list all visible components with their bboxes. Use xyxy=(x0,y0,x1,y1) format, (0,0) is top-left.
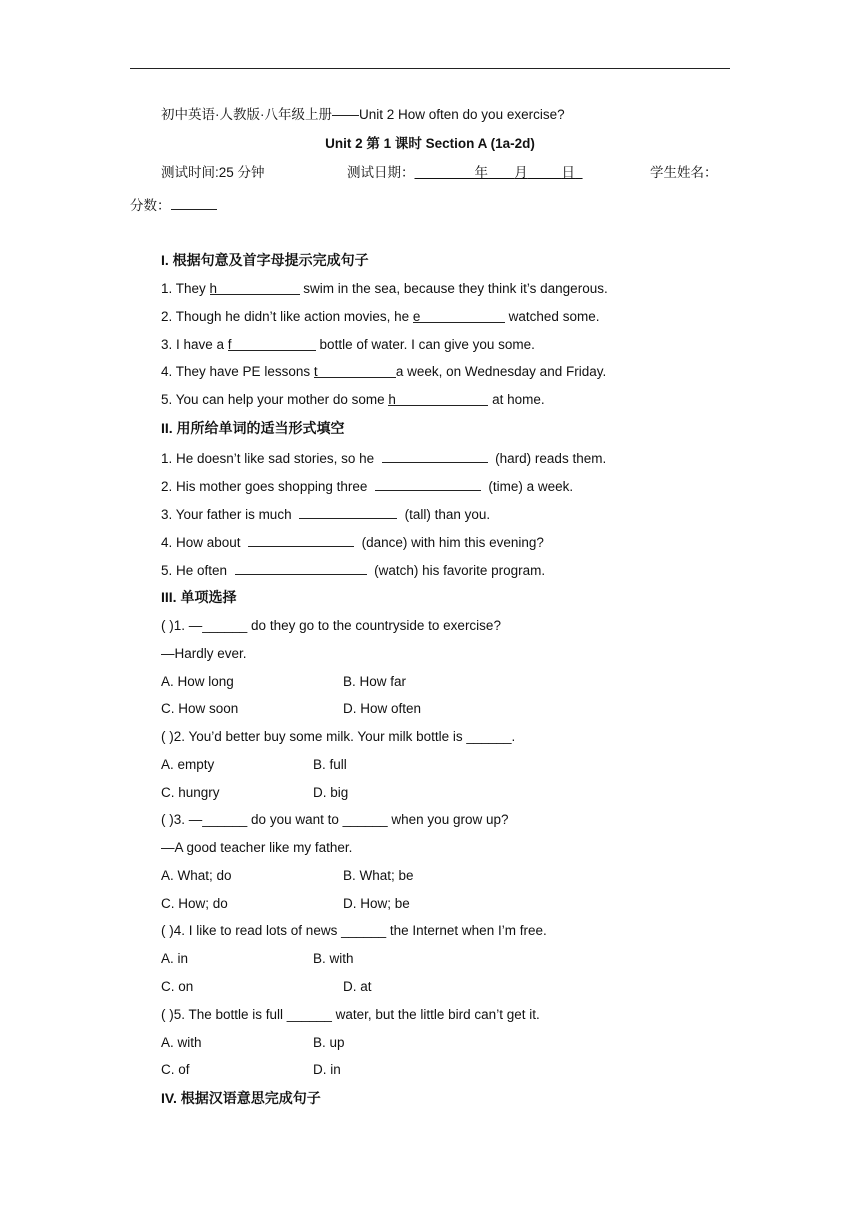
q5-option-b[interactable]: B. up xyxy=(313,1035,345,1050)
s2-blank-4[interactable] xyxy=(248,532,354,547)
s1-item-4: 4. They have PE lessons t a week, on Wednesday and Friday. xyxy=(161,364,607,379)
q5-stem: ( )5. The bottle is full ______ water, but the little bird can’t get it. xyxy=(161,1007,540,1022)
date-label: 测试日期： xyxy=(347,165,415,180)
score-line xyxy=(130,195,217,215)
q3-stem: ( )3. —______ do you want to ______ when you grow up? xyxy=(161,812,509,827)
score-label: 分数： xyxy=(130,198,171,213)
section1-title: I. 根据句意及首字母提示完成句子 xyxy=(161,252,369,268)
q3-option-a[interactable]: A. What; do xyxy=(161,868,232,883)
q2-option-c[interactable]: C. hungry xyxy=(161,785,220,800)
q1-option-b[interactable]: B. How far xyxy=(343,674,407,689)
q3-option-b[interactable]: B. What; be xyxy=(343,868,414,883)
q1-stem: ( )1. —______ do they go to the countryside to exercise? xyxy=(161,618,501,633)
student-name-label: 学生姓名： xyxy=(650,165,718,180)
s1-item-2: 2. Though he didn’t like action movies, he e watched some. xyxy=(161,309,600,324)
q5-option-c[interactable]: C. of xyxy=(161,1062,190,1077)
score-field[interactable] xyxy=(171,195,217,210)
q5-option-d[interactable]: D. in xyxy=(313,1062,341,1077)
test-time: 测试时间:25 分钟 xyxy=(161,165,265,180)
section4-title: IV. 根据汉语意思完成句子 xyxy=(161,1090,321,1106)
q3-option-c[interactable]: C. How; do xyxy=(161,896,228,911)
s1-blank-4[interactable]: t xyxy=(314,363,396,378)
q4-option-c[interactable]: C. on xyxy=(161,979,194,994)
q1-option-a[interactable]: A. How long xyxy=(161,674,234,689)
q4-option-b[interactable]: B. with xyxy=(313,951,354,966)
q3-option-d[interactable]: D. How; be xyxy=(343,896,410,911)
s2-item-3: 3. Your father is much (tall) than you. xyxy=(161,504,490,524)
section3-title: III. 单项选择 xyxy=(161,589,237,605)
s2-item-4: 4. How about (dance) with him this evening? xyxy=(161,532,544,552)
q3-sub: —A good teacher like my father. xyxy=(161,840,353,855)
s2-blank-5[interactable] xyxy=(235,560,367,575)
s2-blank-1[interactable] xyxy=(382,448,488,463)
course-line: 初中英语·人教版·八年级上册——Unit 2 How often do you exercise? xyxy=(161,107,565,122)
s1-blank-2[interactable]: e xyxy=(413,308,505,323)
s1-item-3: 3. I have a f bottle of water. I can give you some. xyxy=(161,337,535,352)
s2-blank-2[interactable] xyxy=(375,476,481,491)
q2-option-a[interactable]: A. empty xyxy=(161,757,215,772)
test-date xyxy=(347,164,583,182)
q1-option-d[interactable]: D. How often xyxy=(343,701,422,716)
q4-option-d[interactable]: D. at xyxy=(343,979,372,994)
lesson-title: Unit 2 第 1 课时 Section A (1a-2d) xyxy=(325,136,535,151)
q4-option-a[interactable]: A. in xyxy=(161,951,189,966)
q2-option-d[interactable]: D. big xyxy=(313,785,349,800)
s1-blank-5[interactable]: h xyxy=(388,391,488,406)
q5-option-a[interactable]: A. with xyxy=(161,1035,202,1050)
s1-item-5: 5. You can help your mother do some h at home. xyxy=(161,392,545,407)
s2-item-5: 5. He often (watch) his favorite program. xyxy=(161,560,545,580)
s2-blank-3[interactable] xyxy=(299,504,397,519)
q1-option-c[interactable]: C. How soon xyxy=(161,701,239,716)
q2-option-b[interactable]: B. full xyxy=(313,757,347,772)
s2-item-2: 2. His mother goes shopping three (time) a week. xyxy=(161,476,573,496)
s1-blank-3[interactable]: f xyxy=(228,336,316,351)
header-rule xyxy=(130,68,730,69)
q1-sub: —Hardly ever. xyxy=(161,646,247,661)
section2-title: II. 用所给单词的适当形式填空 xyxy=(161,420,345,436)
s1-item-1: 1. They h swim in the sea, because they think it’s dangerous. xyxy=(161,281,608,296)
date-field[interactable]: 年 月 日 xyxy=(474,165,576,180)
q4-stem: ( )4. I like to read lots of news ______ the Internet when I’m free. xyxy=(161,923,547,938)
s1-blank-1[interactable]: h xyxy=(210,280,300,295)
q2-stem: ( )2. You’d better buy some milk. Your milk bottle is ______. xyxy=(161,729,516,744)
s2-item-1: 1. He doesn’t like sad stories, so he (hard) reads them. xyxy=(161,448,606,468)
